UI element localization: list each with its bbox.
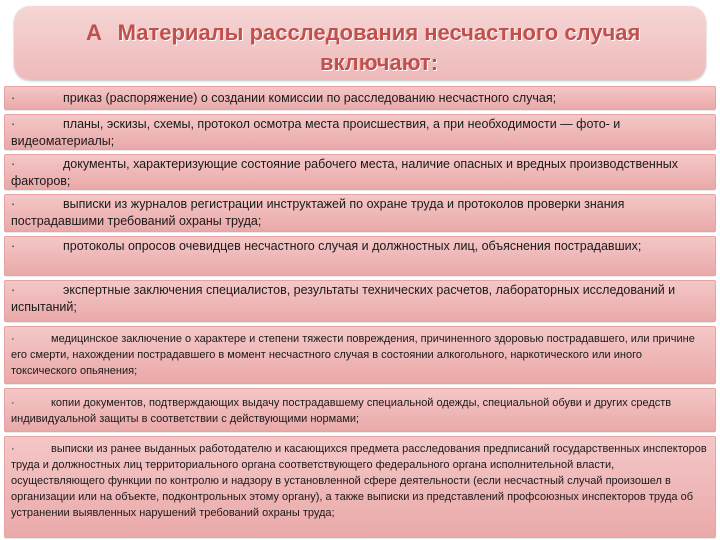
- list-item: [4, 194, 716, 232]
- slide-title-line-2: включают:: [319, 50, 439, 75]
- list-item-text: копии документов, подтверждающих выдачу пострадавшему специальной одежды, специальной обуви и других средств индивидуальной защиты в соответствии с действующими нормами;: [11, 397, 672, 425]
- list-item: [4, 154, 716, 190]
- list-item: [4, 326, 716, 384]
- list-item-text: приказ (распоряжение) о создании комиссии по расследованию несчастного случая;: [63, 91, 557, 105]
- bullet-mark: ·: [11, 283, 16, 297]
- slide-title: [54, 18, 704, 78]
- bullet-mark: ·: [11, 239, 16, 253]
- bullet-mark: ·: [11, 397, 15, 409]
- list-item-text: выписки из журналов регистрации инструктажей по охране труда и протоколов проверки знания пострадавшими требований охраны труда;: [11, 197, 625, 228]
- list-item: [4, 86, 716, 110]
- list-item-text: выписки из ранее выданных работодателю и касающихся предмета расследования предписаний государственных инспекторов труда и должностных лиц территориального органа соответствующего федерального органа исполнительной власти, осуществляющего функции по контролю и надзору в установленной сфере деятельности (если несчастный случай произошел в организации или на объекте, подконтрольных этому органу), а также выписки из представлений профсоюзных инспекторов труда об устранении выявленных нарушений требований охраны труда;: [11, 443, 707, 519]
- title-prefix-letter: А: [86, 20, 102, 45]
- list-item: [4, 236, 716, 276]
- list-item-text: медицинское заключение о характере и степени тяжести повреждения, причиненного здоровью пострадавшего, или причине его смерти, нахождении пострадавшего в момент несчастного случая в состоянии алкогольного, наркотического или иного токсического опьянения;: [11, 333, 695, 377]
- bullet-mark: ·: [11, 117, 16, 131]
- bullet-mark: ·: [11, 443, 15, 455]
- list-item: [4, 436, 716, 538]
- bullet-mark: ·: [11, 157, 16, 171]
- bullet-mark: ·: [11, 333, 15, 345]
- bullet-mark: ·: [11, 91, 16, 105]
- bullet-mark: ·: [11, 197, 16, 211]
- list-item-text: протоколы опросов очевидцев несчастного случая и должностных лиц, объяснения пострадавших;: [63, 239, 642, 253]
- list-item-text: документы, характеризующие состояние рабочего места, наличие опасных и вредных производственных факторов;: [11, 157, 678, 188]
- list-item-text: планы, эскизы, схемы, протокол осмотра места происшествия, а при необходимости — фото- и видеоматериалы;: [11, 117, 621, 148]
- list-item-text: экспертные заключения специалистов, результаты технических расчетов, лабораторных исследований и испытаний;: [11, 283, 676, 314]
- slide-title-line-1: Материалы расследования несчастного случая: [117, 20, 641, 45]
- list-item: [4, 114, 716, 150]
- list-item: [4, 280, 716, 322]
- list-item: [4, 388, 716, 432]
- title-banner: [14, 6, 706, 80]
